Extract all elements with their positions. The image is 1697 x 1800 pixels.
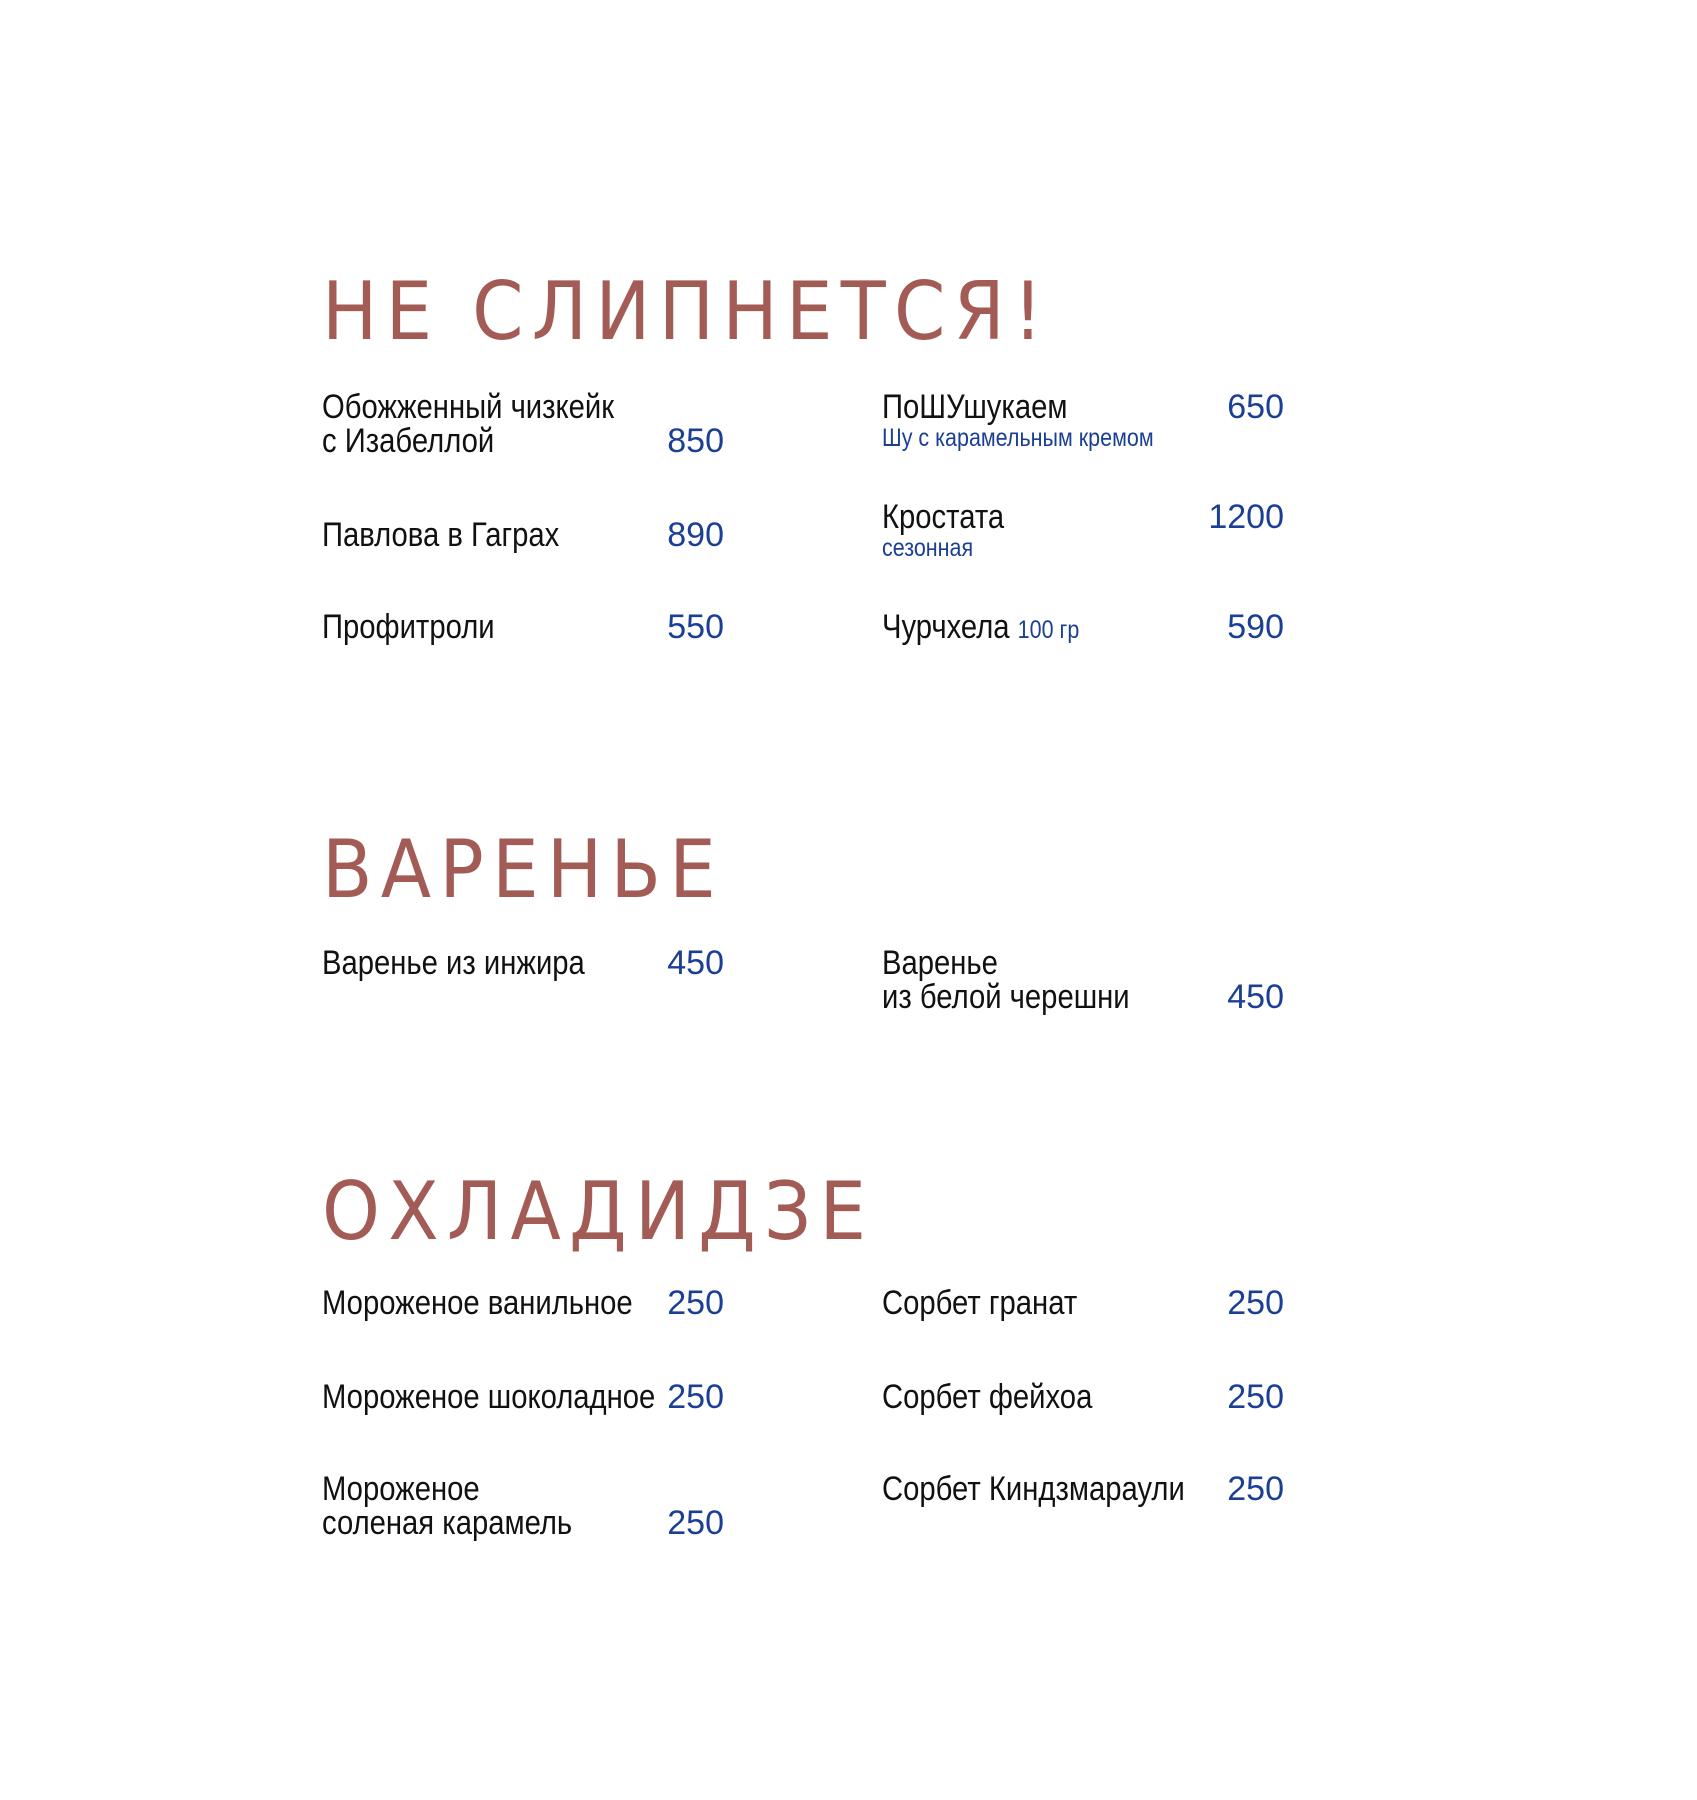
- item-price: 550: [667, 608, 724, 646]
- item-name-line2: соленая карамель: [322, 1504, 573, 1542]
- item-price: 590: [1227, 608, 1284, 646]
- section-title-desserts: НЕ СЛИПНЕТСЯ!: [322, 265, 1051, 358]
- item-price: 450: [1227, 978, 1284, 1016]
- item-description: Шу с карамельным кремом: [882, 424, 1154, 452]
- item-name: Мороженое шоколадное: [322, 1378, 656, 1416]
- item-name: Сорбет гранат: [882, 1284, 1078, 1322]
- menu-item: [882, 1380, 1127, 1414]
- item-name: Варенье из инжира: [322, 944, 585, 982]
- menu-item: [322, 1472, 613, 1540]
- item-description: сезонная: [882, 534, 974, 562]
- menu-item: [882, 610, 1111, 647]
- item-name-text: Чурчхела: [882, 608, 1010, 646]
- item-name-line2: с Изабеллой: [322, 422, 495, 460]
- item-price: 850: [667, 422, 724, 460]
- item-name: Варенье: [882, 944, 998, 982]
- menu-item: [322, 518, 598, 552]
- item-name: Павлова в Гаграх: [322, 516, 560, 554]
- section-title-jam: ВАРЕНЬЕ: [322, 823, 725, 916]
- item-name: [882, 610, 1079, 647]
- menu-item: [322, 610, 523, 644]
- menu-item: [882, 500, 1024, 562]
- item-name: Профитроли: [322, 608, 495, 646]
- menu-item: [882, 1286, 1109, 1320]
- item-price: 250: [1227, 1284, 1284, 1322]
- item-price: 450: [667, 944, 724, 982]
- item-name: ПоШУшукаем: [882, 388, 1068, 426]
- section-title-cold: ОХЛАДИДЗЕ: [322, 1165, 875, 1258]
- item-price: 250: [1227, 1378, 1284, 1416]
- item-name-line2: из белой черешни: [882, 978, 1130, 1016]
- item-name: Мороженое ванильное: [322, 1284, 633, 1322]
- item-name: Сорбет фейхоа: [882, 1378, 1093, 1416]
- item-name: Кростата: [882, 498, 1005, 536]
- item-name: Сорбет Киндзмараули: [882, 1470, 1185, 1508]
- item-weight: 100 гр: [1017, 616, 1080, 644]
- menu-item: [322, 946, 628, 980]
- item-price: 250: [667, 1504, 724, 1542]
- item-price: 250: [667, 1378, 724, 1416]
- item-name: Обожженный чизкейк: [322, 388, 615, 426]
- menu-item: [882, 390, 1198, 452]
- item-price: 250: [1227, 1470, 1284, 1508]
- item-price: 250: [667, 1284, 724, 1322]
- item-price: 650: [1227, 388, 1284, 426]
- item-price: 890: [667, 516, 724, 554]
- menu-item: [882, 946, 1170, 1014]
- item-name: Мороженое: [322, 1470, 480, 1508]
- item-price: 1200: [1208, 498, 1284, 536]
